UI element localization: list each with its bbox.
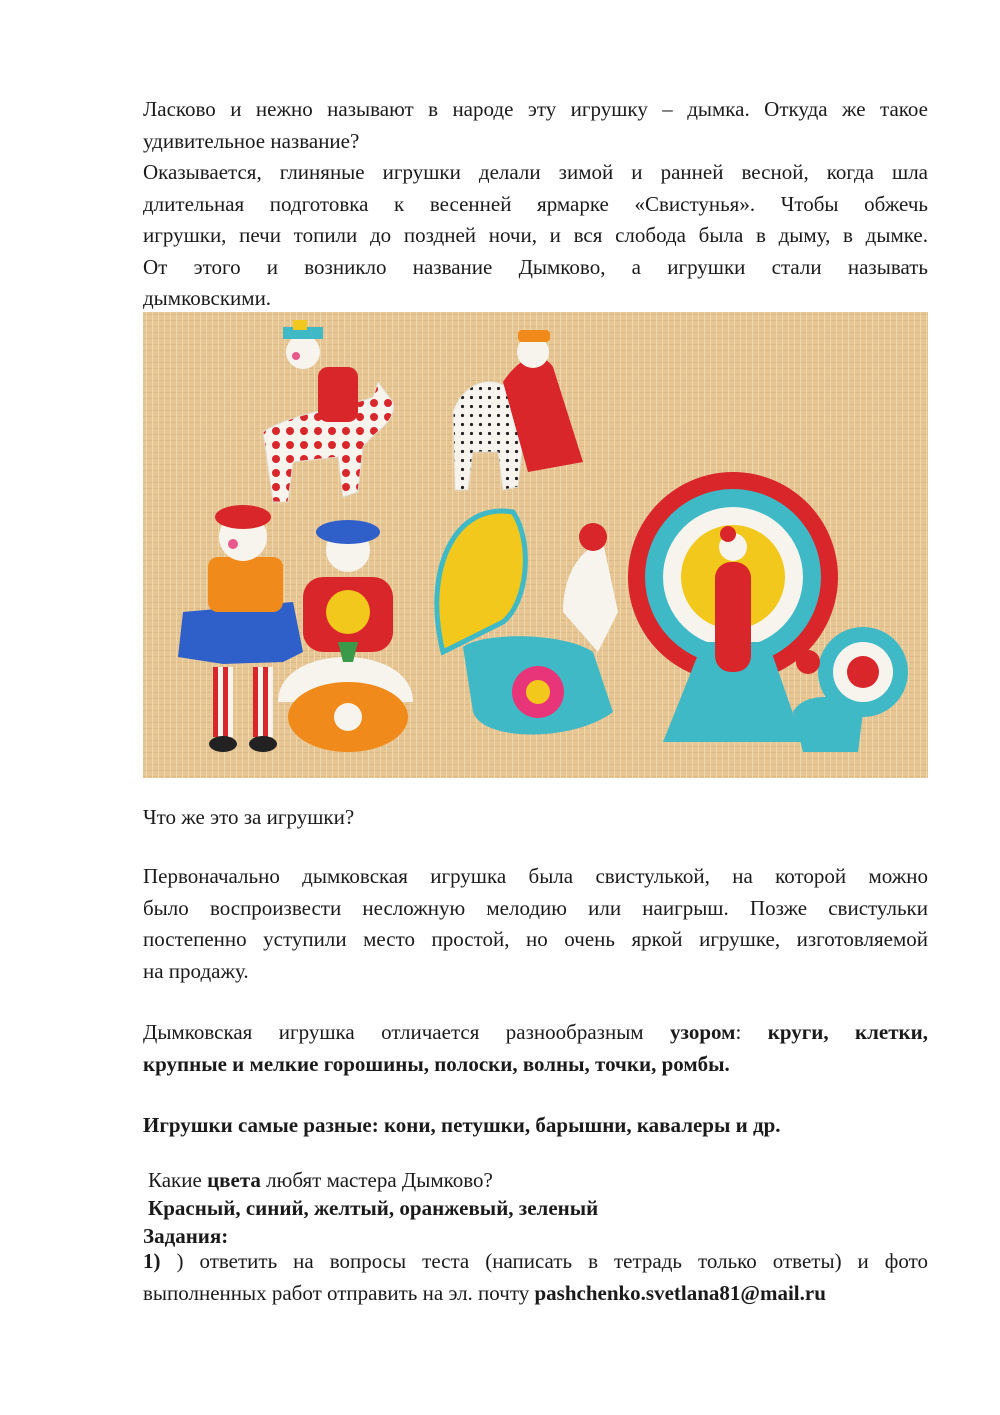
dymkovo-toys-photo (143, 312, 928, 778)
task-1 (143, 1246, 928, 1309)
task-1-line-2 (143, 1278, 928, 1310)
patterns-list-1: круги, клетки, (767, 1020, 929, 1044)
patterns-line-2 (143, 1049, 928, 1081)
colors-q-bold: цвета (207, 1168, 261, 1192)
patterns-paragraph (143, 1017, 928, 1080)
history-paragraph (143, 861, 928, 987)
kinds-line (143, 1110, 928, 1142)
intro-line: длительная подготовка к весенней ярмарке «Свистунья». Чтобы обжечь (143, 191, 928, 216)
patterns-lead: Дымковская игрушка отличается разнообразным (143, 1020, 644, 1044)
colors-answer-line (143, 1194, 928, 1222)
task-1-text-2: выполненных работ отправить на эл. почту (143, 1280, 530, 1305)
colors-answer: Красный, синий, желтый, оранжевый, зеленый (148, 1196, 599, 1220)
intro-line: Ласково и нежно называют в народе эту игрушку – дымка. Откуда же такое (143, 97, 928, 121)
intro-line: От этого и возникло название Дымково, а игрушки стали называть (143, 254, 928, 279)
tasks-title: Задания: (143, 1224, 229, 1248)
kinds-paragraph (143, 1110, 928, 1142)
history-line: на продажу. (143, 958, 249, 983)
patterns-bold-word: узором (670, 1020, 736, 1044)
patterns-list-2: крупные и мелкие горошины, полоски, волны, точки, ромбы. (143, 1051, 730, 1076)
intro-paragraph (143, 94, 928, 315)
history-line: Первоначально дымковская игрушка была свистулькой, на которой можно (143, 864, 928, 888)
email-link[interactable]: pashchenko.svetlana81@mail.ru (534, 1280, 826, 1305)
toys-illustration (143, 312, 928, 778)
task-1-text: ) ответить на вопросы теста (написать в тетрадь только ответы) и фото (176, 1249, 929, 1273)
intro-line: игрушки, печи топили до поздней ночи, и вся слобода была в дыму, в дымке. (143, 223, 928, 247)
kinds-text: Игрушки самые разные: кони, петушки, барышни, кавалеры и др. (143, 1113, 781, 1137)
question-text: Что же это за игрушки? (143, 805, 355, 829)
history-line: было воспроизвести несложную мелодию или наигрыш. Позже свистульки (143, 895, 928, 920)
colors-q-post: любят мастера Дымково? (266, 1168, 493, 1192)
colors-question (143, 1166, 928, 1250)
intro-line: Оказывается, глиняные игрушки делали зимой и ранней весной, когда шла (143, 160, 928, 184)
colors-question-line (143, 1166, 928, 1194)
intro-line: дымковскими. (143, 286, 272, 310)
task-number: 1) (143, 1249, 161, 1273)
question-line (143, 802, 928, 834)
task-1-line-1 (143, 1246, 928, 1278)
patterns-line-1: Дымковская игрушка отличается разнообразным узором: круги, клетки, (143, 1020, 929, 1044)
history-line: постепенно уступили место простой, но очень яркой игрушке, изготовляемой (143, 927, 928, 951)
intro-line: удивительное название? (143, 128, 360, 153)
colors-q-pre: Какие (148, 1168, 202, 1192)
